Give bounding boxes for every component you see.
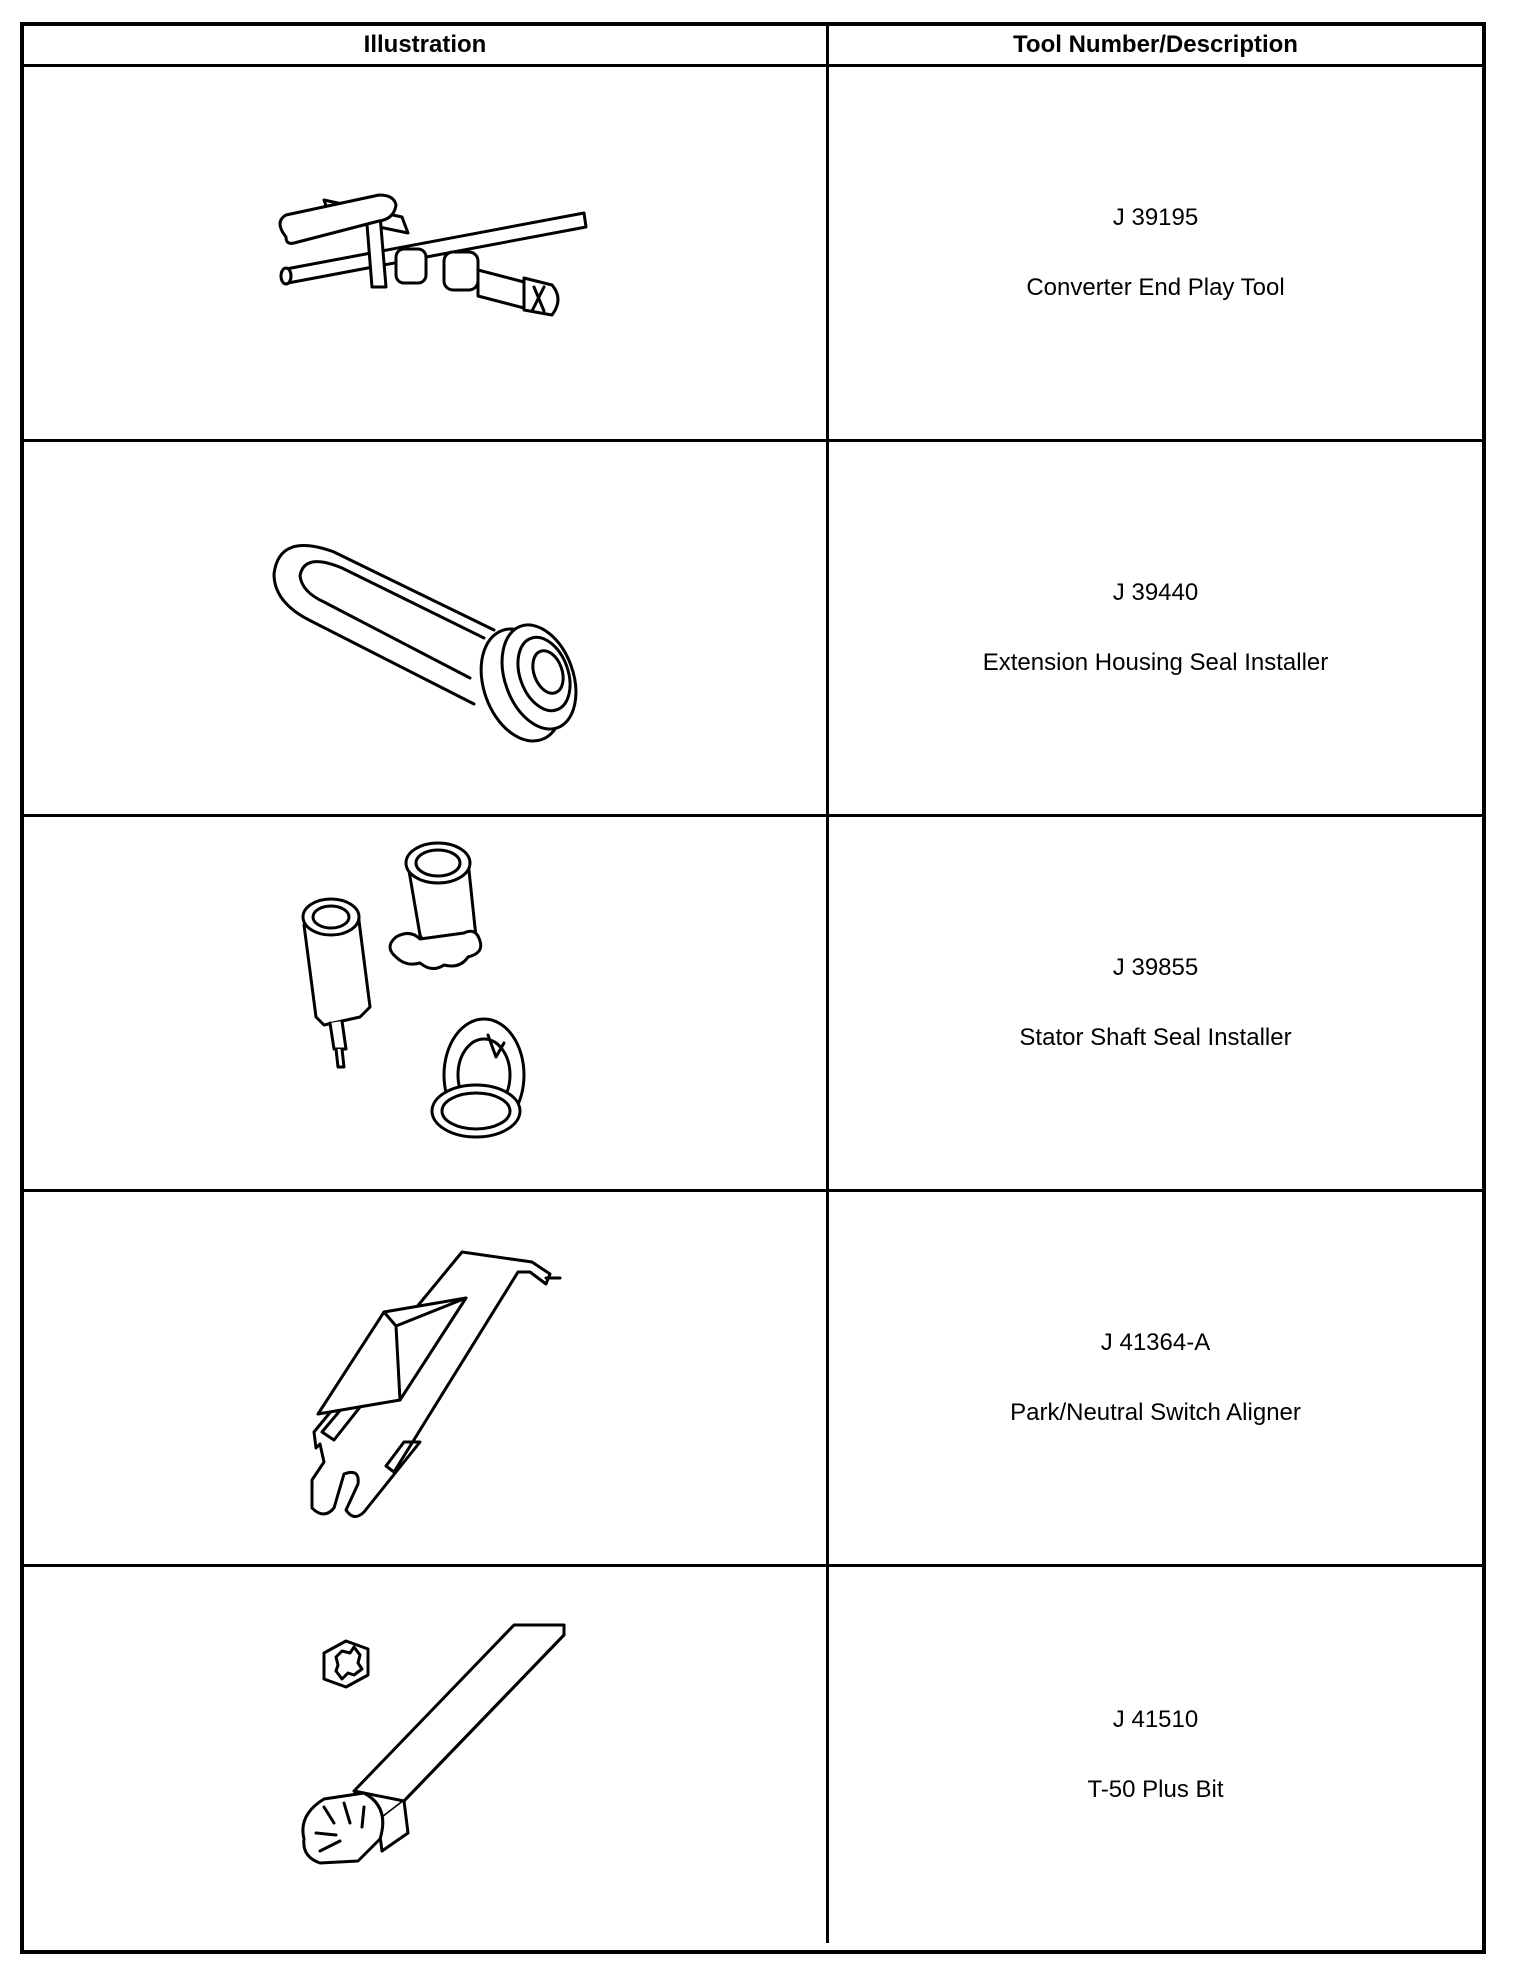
- illustration-cell: [24, 1567, 829, 1943]
- tool-description: T-50 Plus Bit: [1087, 1776, 1224, 1803]
- park-neutral-switch-aligner-icon: [24, 1192, 824, 1564]
- table-row: [24, 817, 1482, 1192]
- tool-description: Extension Housing Seal Installer: [982, 649, 1329, 676]
- tool-description: Stator Shaft Seal Installer: [1019, 1024, 1292, 1051]
- illustration-cell: [24, 67, 829, 439]
- table-row: [24, 1192, 1482, 1567]
- tool-number: J 39440: [1112, 579, 1199, 606]
- tool-description-cell: [829, 1192, 1482, 1564]
- table-row: [24, 67, 1482, 442]
- tool-description: Park/Neutral Switch Aligner: [1010, 1399, 1301, 1426]
- illustration-cell: [24, 442, 829, 814]
- tool-description: Converter End Play Tool: [1026, 274, 1285, 301]
- illustration-cell: [24, 1192, 829, 1564]
- special-tools-table: [20, 22, 1486, 1954]
- table-row: [24, 1567, 1482, 1943]
- converter-end-play-tool-icon: [24, 67, 824, 439]
- tool-description-cell: [829, 1567, 1482, 1943]
- illustration-cell: [24, 817, 829, 1189]
- table-header-row: [24, 26, 1482, 67]
- tool-number: J 39855: [1112, 954, 1199, 981]
- illustration-header: Illustration: [24, 26, 829, 64]
- stator-shaft-seal-installer-icon: [24, 817, 824, 1189]
- tool-number: J 39195: [1112, 204, 1199, 231]
- tool-number: J 41364-A: [1100, 1329, 1211, 1356]
- tool-description-cell: [829, 442, 1482, 814]
- tool-description-header: Tool Number/Description: [1013, 31, 1298, 58]
- tool-description-cell: [829, 67, 1482, 439]
- tool-description-cell: [829, 817, 1482, 1189]
- t50-plus-bit-icon: [24, 1567, 824, 1939]
- extension-housing-seal-installer-icon: [24, 442, 824, 814]
- table-row: [24, 442, 1482, 817]
- tool-number: J 41510: [1112, 1706, 1199, 1733]
